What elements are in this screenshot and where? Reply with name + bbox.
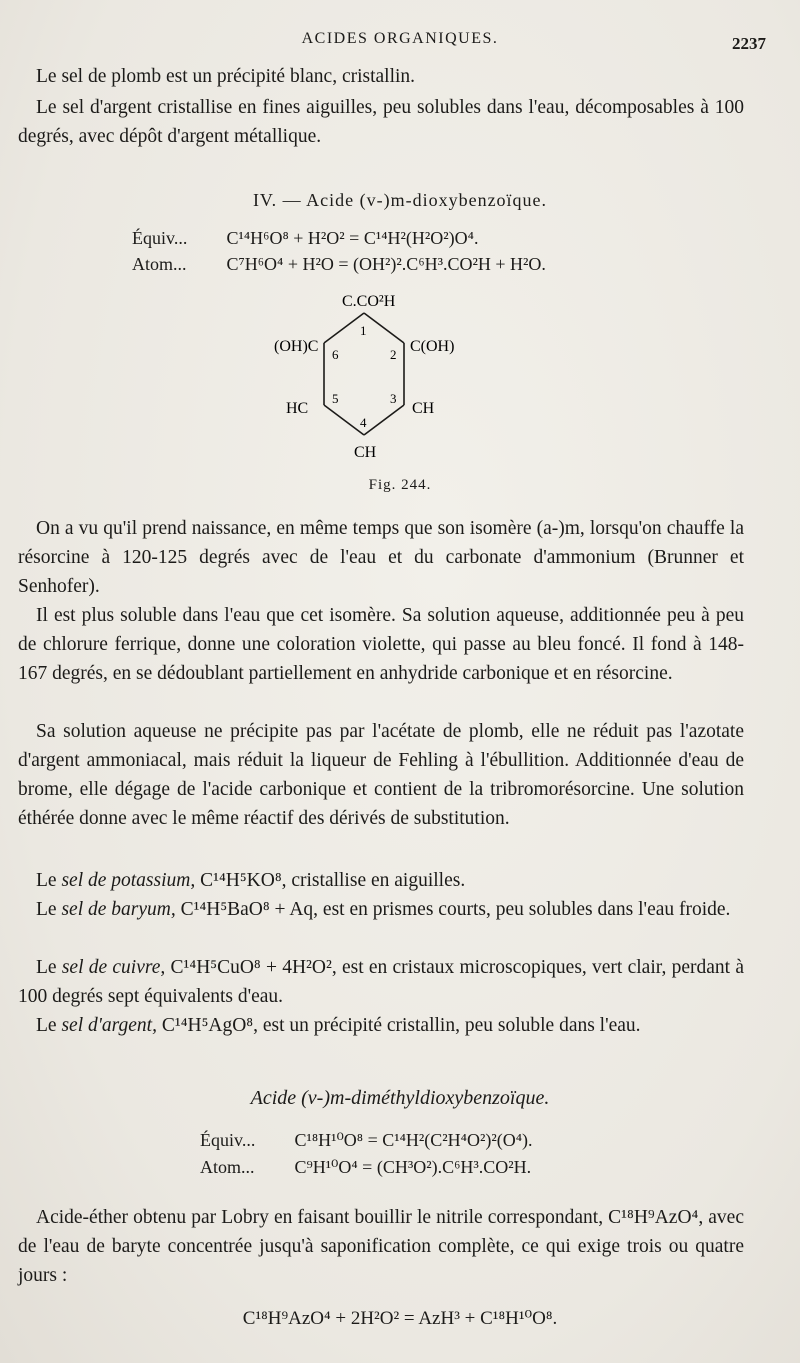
running-header: ACIDES ORGANIQUES. [301,30,499,47]
formula-label: Atom... [200,1157,255,1177]
formula-label: Équiv... [132,228,188,248]
formula-equiv-row [132,228,478,249]
figure-caption: Fig. 244. [368,477,432,493]
hydroxyl-left-label: (OH)C [274,338,319,355]
subsection-heading: Acide (v-)m-diméthyldioxybenzoïque. [250,1087,550,1109]
salt-name: sel de cuivre, [61,957,166,978]
paragraph-formation: On a vu qu'il prend naissance, en même temps que son isomère (a-)m, lorsqu'on chauffe la résorcine à 120-125 degrés avec de l'eau et du carbonate d'ammonium (Brunner et Senhofer). [18,518,744,597]
salt-description: C¹⁴H⁵KO⁸, cristallise en aiguilles. [195,870,466,891]
position-number: 2 [390,347,397,362]
ch-left-label: HC [286,400,309,417]
paragraph-silver-salt-2 [18,1011,744,1040]
benzene-ring-figure [260,285,520,465]
paragraph-copper-salt [18,953,744,1011]
page-number: 2237 [732,34,766,53]
salt-description: C¹⁴H⁵CuO⁸ + 4H²O², est en cristaux microscopiques, vert clair, perdant à 100 degrés sept équivalents d'eau. [18,957,744,1007]
salt-lead-word: Le [36,899,62,920]
paragraph-barium-salt [18,895,744,924]
salt-description: C¹⁴H⁵AgO⁸, est un précipité cristallin, peu soluble dans l'eau. [156,1015,641,1036]
formula-atom-row [132,254,546,275]
salt-lead-word: Le [36,870,62,891]
formula-atom: C⁷H⁶O⁴ + H²O = (OH²)².C⁶H³.CO²H + H²O. [226,254,546,274]
formula-equiv: C¹⁴H⁶O⁸ + H²O² = C¹⁴H²(H²O²)O⁴. [226,228,479,248]
paragraph-solubility: Il est plus soluble dans l'eau que cet isomère. Sa solution aqueuse, additionnée peu à peu de chlorure ferrique, donne une coloration violette, qui passe au bleu foncé. Il fond à 148-167 degrés, en se dédoublant partiellement en anhydride carbonique et en résorcine. [18,605,744,684]
formula-atom-row-2 [200,1157,531,1178]
salt-lead-word: Le [36,957,62,978]
formula-atom: C⁹H¹⁰O⁴ = (CH³O²).C⁶H³.CO²H. [294,1157,532,1177]
position-number: 6 [332,347,339,362]
formula-label: Atom... [132,254,187,274]
position-number: 4 [360,415,367,430]
carboxyl-label: C.CO²H [342,293,396,310]
salt-name: sel de potassium, [61,870,196,891]
paragraph-lobry: Acide-éther obtenu par Lobry en faisant bouillir le nitrile correspondant, C¹⁸H⁹AzO⁴, avec de l'eau de baryte concentrée jusqu'à saponification complète, ce qui exige trois ou quatre jours : [18,1207,744,1286]
salt-description: C¹⁴H⁵BaO⁸ + Aq, est en prismes courts, peu solubles dans l'eau froide. [175,899,731,920]
position-number: 5 [332,391,339,406]
paragraph-reactions: Sa solution aqueuse ne précipite pas par l'acétate de plomb, elle ne réduit pas l'azotate d'argent ammoniacal, mais réduit la liqueur de Fehling à l'ébullition. Additionnée d'eau de brome, elle dégage de l'acide carbonique et contient de la tribromorésorcine. Une solution éthérée donne avec le même réactif des dérivés de substitution. [18,721,744,829]
formula-label: Équiv... [200,1130,256,1150]
paragraph-lead-salt: Le sel de plomb est un précipité blanc, cristallin. [36,66,416,87]
paragraph-silver-salt: Le sel d'argent cristallise en fines aiguilles, peu solubles dans l'eau, décomposables à 100 degrés, avec dépôt d'argent métallique. [18,97,744,147]
salt-name: sel d'argent, [61,1015,157,1036]
hydroxyl-right-label: C(OH) [410,338,455,355]
salt-name: sel de baryum, [61,899,176,920]
ch-right-label: CH [412,400,435,417]
formula-equiv-row-2 [200,1130,533,1151]
paragraph-potassium-salt [18,866,744,895]
position-number: 1 [360,323,367,338]
salt-lead-word: Le [36,1015,62,1036]
reaction-equation: C¹⁸H⁹AzO⁴ + 2H²O² = AzH³ + C¹⁸H¹⁰O⁸. [242,1308,558,1329]
section-heading: IV. — Acide (v-)m-dioxybenzoïque. [252,190,548,210]
position-number: 3 [390,391,397,406]
formula-equiv: C¹⁸H¹⁰O⁸ = C¹⁴H²(C²H⁴O²)²(O⁴). [294,1130,533,1150]
ch-bottom-label: CH [354,444,377,461]
